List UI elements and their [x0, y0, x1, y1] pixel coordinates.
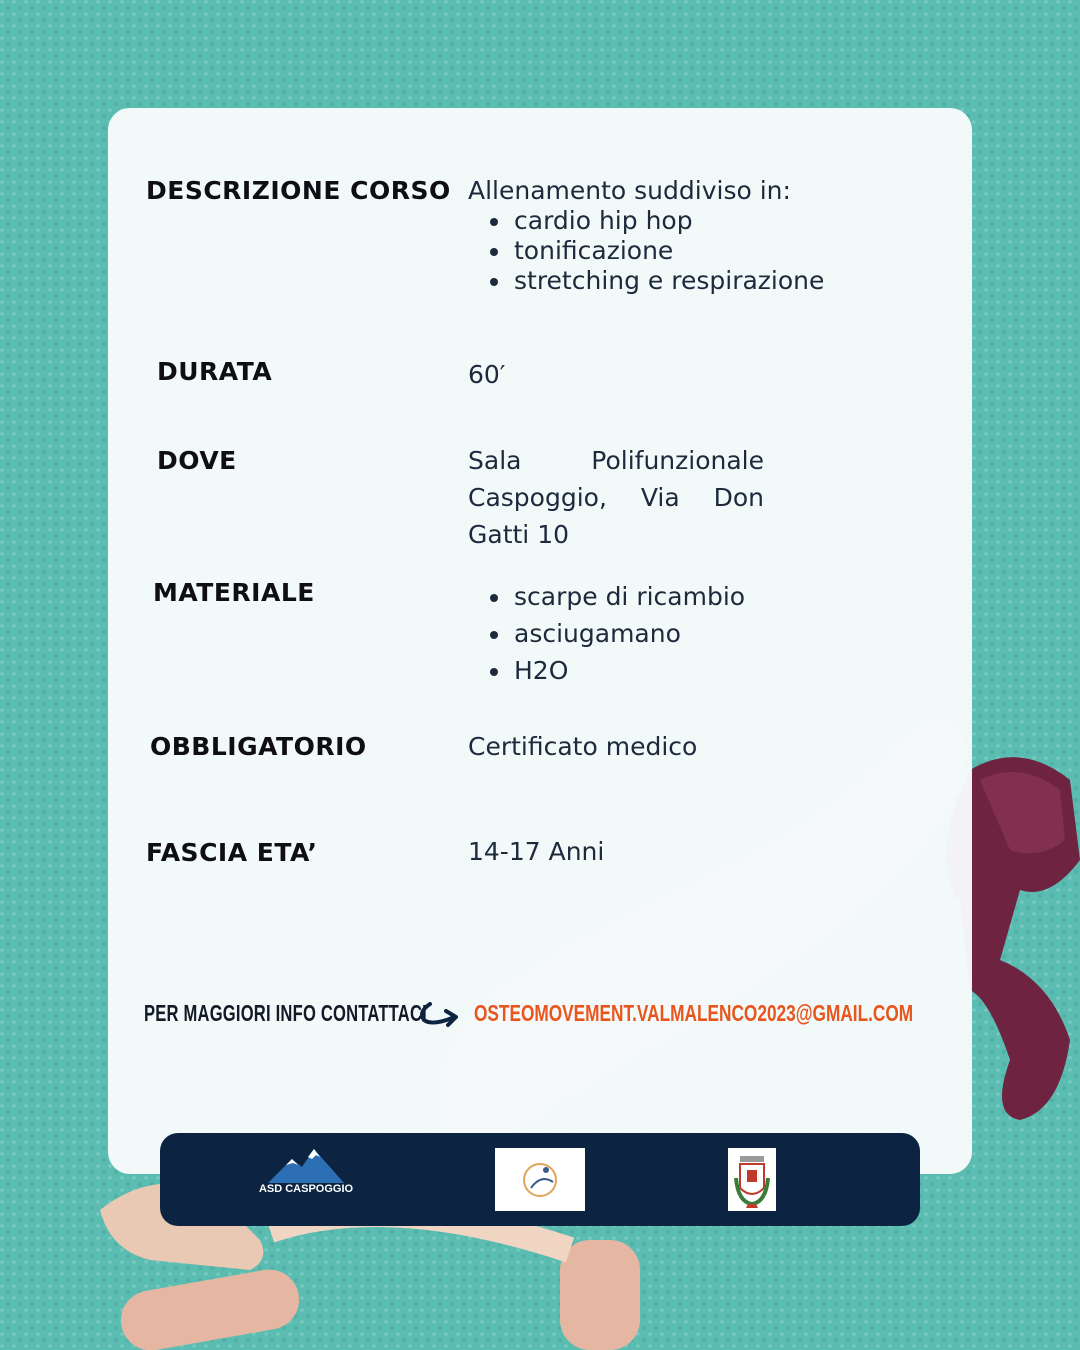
asd-logo-text: ASD CASPOGGIO	[258, 1183, 354, 1195]
value-durata: 60′	[468, 360, 506, 389]
descrizione-list	[468, 206, 908, 296]
list-item: tonificazione	[468, 236, 908, 266]
value-obbligatorio: Certificato medico	[468, 732, 698, 761]
osteomovement-logo	[495, 1148, 585, 1211]
value-materiale	[468, 578, 868, 689]
curved-arrow-icon	[416, 998, 464, 1030]
list-item: H2O	[468, 652, 868, 689]
mountain-logo-icon	[258, 1145, 354, 1185]
label-durata: DURATA	[157, 357, 273, 386]
value-fascia-eta: 14-17 Anni	[468, 837, 605, 866]
osteomovement-logo-icon	[495, 1148, 585, 1211]
asd-caspoggio-logo	[258, 1145, 354, 1209]
contact-label: PER MAGGIORI INFO CONTATTACI	[144, 1000, 427, 1026]
municipal-coat-of-arms	[728, 1148, 776, 1211]
list-item: asciugamano	[468, 615, 868, 652]
footer-logo-bar	[160, 1133, 920, 1226]
label-fascia-eta: FASCIA ETA’	[146, 838, 318, 867]
coat-of-arms-icon	[728, 1148, 776, 1211]
label-materiale: MATERIALE	[153, 578, 315, 607]
value-descrizione-corso	[468, 176, 908, 296]
materiale-list	[468, 578, 868, 689]
label-dove: DOVE	[157, 446, 237, 475]
contact-email-link[interactable]: OSTEOMOVEMENT.VALMALENCO2023@GMAIL.COM	[474, 1000, 914, 1026]
value-dove: Sala Polifunzionale Caspoggio, Via Don Gatti 10	[468, 446, 764, 549]
label-obbligatorio: OBBLIGATORIO	[150, 732, 367, 761]
list-item: cardio hip hop	[468, 206, 908, 236]
descrizione-intro: Allenamento suddiviso in:	[468, 176, 791, 205]
list-item: stretching e respirazione	[468, 266, 908, 296]
list-item: scarpe di ricambio	[468, 578, 868, 615]
label-descrizione-corso: DESCRIZIONE CORSO	[146, 176, 451, 205]
